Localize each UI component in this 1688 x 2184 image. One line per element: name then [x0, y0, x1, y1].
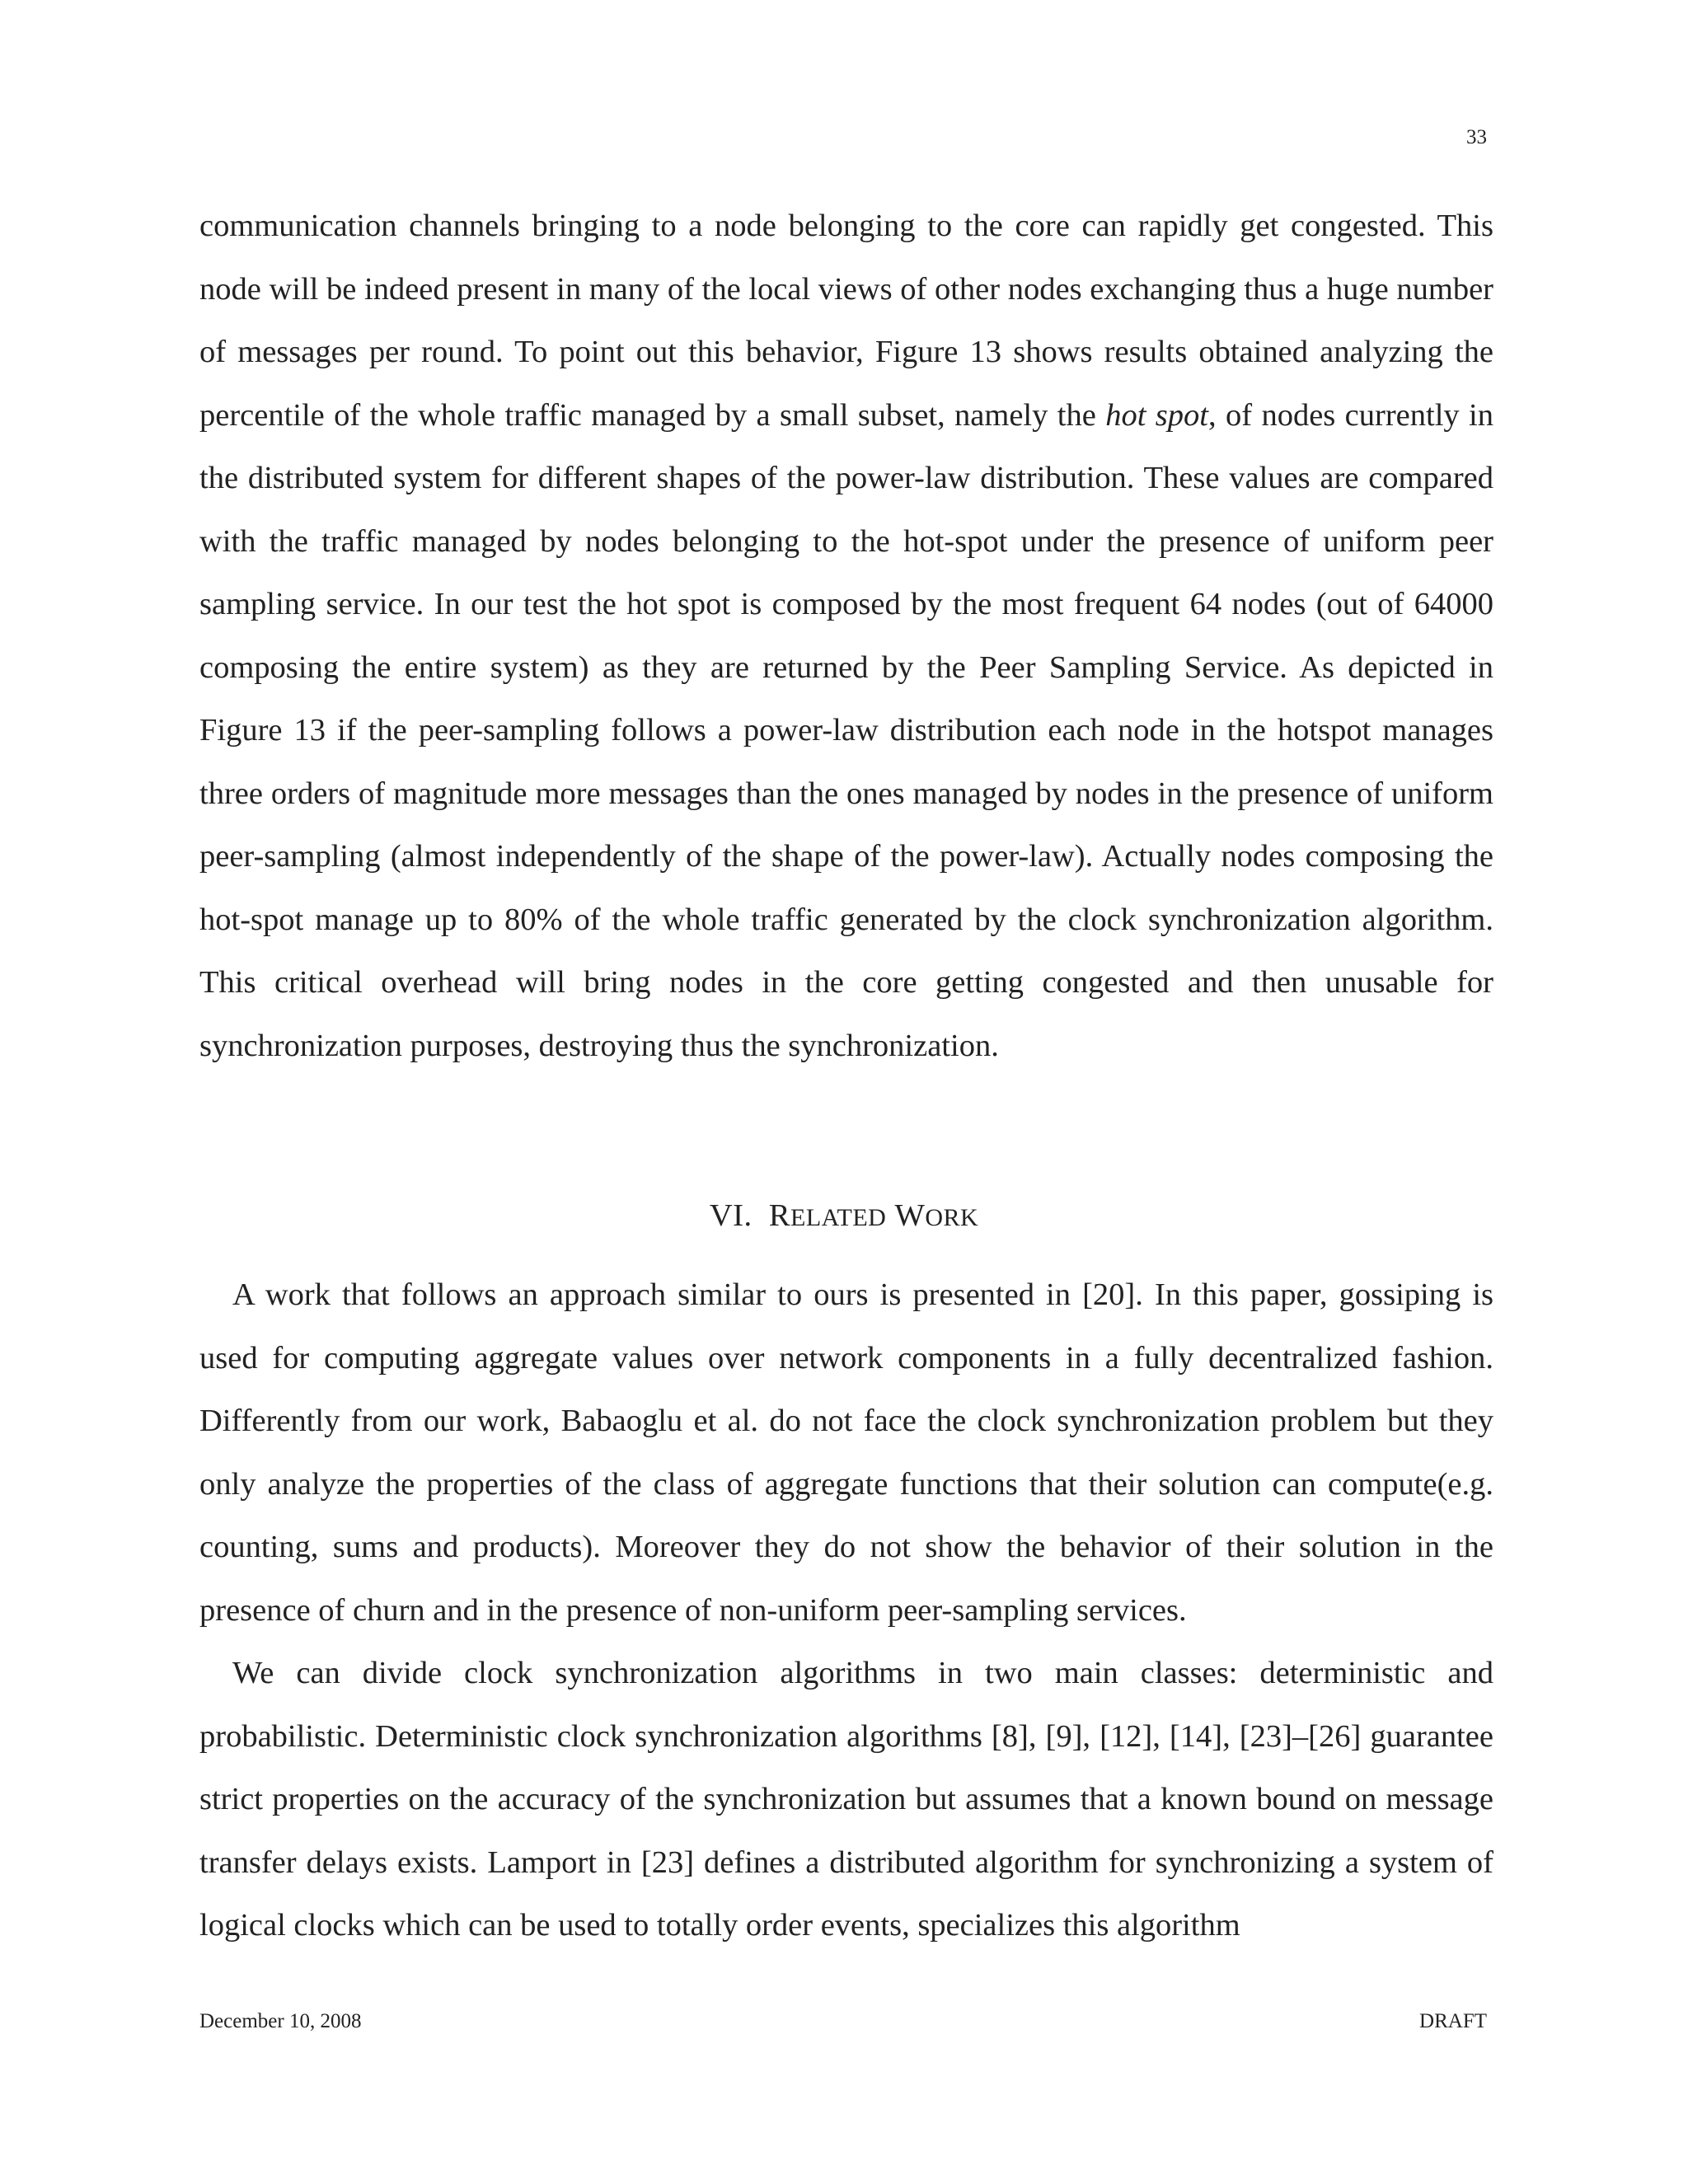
page-number: 33 [1466, 126, 1487, 148]
paragraph-text-part-2: , of nodes currently in the distributed system for different shapes of the power-law distribution. These values are compared with the traffic managed by nodes belonging to the hot-spot under the presence of uniform peer sampling service. In our test the hot spot is composed by the most frequent 64 nodes (out of 64000 composing the entire system) as they are returned by the Peer Sampling Service. As depicted in Figure 13 if the peer-sampling follows a power-law distribution each node in the hotspot manages three orders of magnitude more messages than the ones managed by nodes in the presence of uniform peer-sampling (almost independently of the shape of the power-law). Actually nodes composing the hot-spot manage up to 80% of the whole traffic generated by the clock synchronization algorithm. This critical overhead will bring nodes in the core getting congested and then unusable for synchronization purposes, destroying thus the synchronization. [199, 397, 1493, 1063]
hot-spot-emphasis: hot spot [1105, 397, 1208, 433]
section-v-continued-text [199, 194, 1493, 1077]
related-work-text [199, 1263, 1493, 1957]
paragraph-clock-sync-classes: We can divide clock synchronization algorithms in two main classes: deterministic and probabilistic. Deterministic clock synchronization algorithms [8], [9], [12], [14], [23]–[26] guarantee strict properties on the accuracy of the synchronization but assumes that a known bound on message transfer delays exists. Lamport in [23] defines a distributed algorithm for synchronizing a system of logical clocks which can be used to totally order events, specializes this algorithm [199, 1656, 1493, 1943]
paragraph-gossiping-aggregation: A work that follows an approach similar to ours is presented in [20]. In this paper, gossiping is used for computing aggregate values over network components in a fully decentralized fashion. Differently from our work, Babaoglu et al. do not face the clock synchronization problem but they only analyze the properties of the class of aggregate functions that their solution can compute(e.g. counting, sums and products). Moreover they do not show the behavior of their solution in the presence of churn and in the presence of non-uniform peer-sampling services. [199, 1277, 1493, 1628]
section-title-r: R [768, 1198, 791, 1233]
section-heading-related-work [0, 1195, 1688, 1239]
section-title-ork: ORK [925, 1204, 979, 1231]
section-number: VI. [709, 1198, 753, 1233]
paragraph-hotspot-traffic [199, 194, 1493, 1077]
footer-draft-label: DRAFT [1419, 2010, 1487, 2032]
footer-date: December 10, 2008 [199, 2010, 362, 2032]
section-title-elated: ELATED [790, 1204, 887, 1231]
section-title-w: W [894, 1198, 926, 1233]
paragraph-text-part-1: communication channels bringing to a node belonging to the core can rapidly get congested. This node will be indeed present in many of the local views of other nodes exchanging thus a huge number of messages per round. To point out this behavior, Figure 13 shows results obtained analyzing the percentile of the whole traffic managed by a small subset, namely the [199, 209, 1493, 433]
